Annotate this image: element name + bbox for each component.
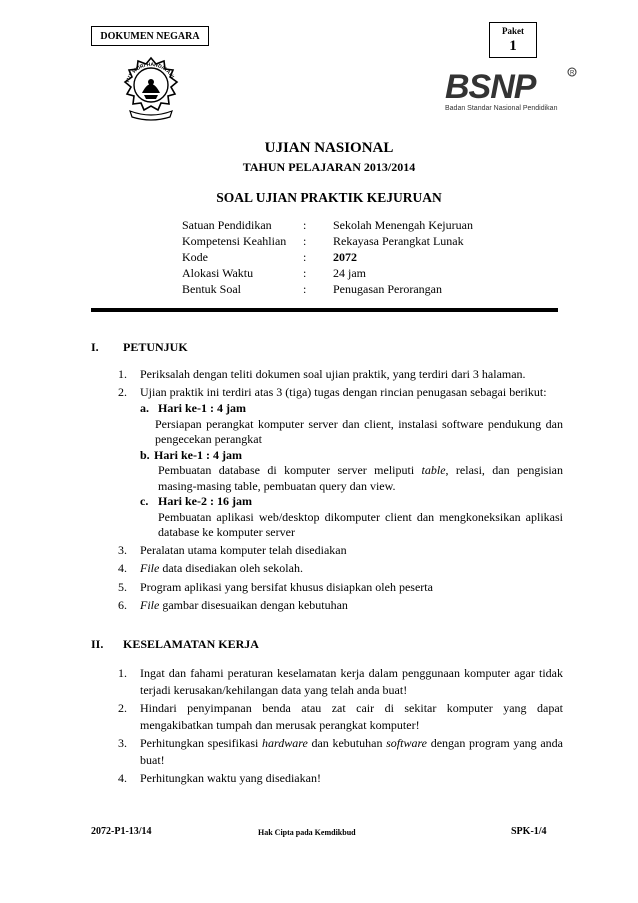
info-label: Kode bbox=[182, 250, 208, 264]
info-row bbox=[182, 249, 473, 265]
list-item: 4. Perhitungkan waktu yang disediakan! bbox=[118, 771, 321, 785]
petunjuk-list bbox=[118, 367, 563, 614]
paket-box bbox=[489, 22, 537, 58]
section-number: I. bbox=[91, 340, 99, 354]
info-sep: : bbox=[303, 218, 307, 232]
footer-page: SPK-1/4 bbox=[511, 826, 547, 837]
info-value: Sekolah Menengah Kejuruan bbox=[333, 218, 473, 232]
info-row bbox=[182, 281, 473, 297]
sub-item-a: a. Hari ke-1 : 4 jam Persiapan perangkat komputer server dan client, instalasi software pendukung dan pengecekan perangkat bbox=[140, 401, 563, 446]
info-label: Bentuk Soal bbox=[182, 282, 241, 296]
info-value: 24 jam bbox=[333, 266, 366, 280]
info-sep: : bbox=[303, 250, 307, 264]
dokumen-negara-label: DOKUMEN NEGARA bbox=[91, 26, 209, 46]
section-title: KESELAMATAN KERJA bbox=[123, 637, 259, 651]
footer-copyright: Hak Cipta pada Kemdikbud bbox=[258, 828, 356, 837]
info-label: Kompetensi Keahlian bbox=[182, 234, 287, 248]
info-label: Satuan Pendidikan bbox=[182, 218, 272, 232]
info-label: Alokasi Waktu bbox=[182, 266, 254, 280]
section-heading-petunjuk bbox=[91, 340, 391, 356]
keselamatan-list bbox=[118, 665, 563, 787]
info-row bbox=[182, 265, 473, 281]
paket-number: 1 bbox=[509, 38, 517, 54]
tut-wuri-handayani-logo bbox=[120, 55, 182, 123]
info-row bbox=[182, 233, 473, 249]
list-item: 1. Periksalah dengan teliti dokumen soal ujian praktik, yang terdiri dari 3 halaman. bbox=[118, 367, 526, 381]
section-number: II. bbox=[91, 637, 104, 651]
info-sep: : bbox=[303, 282, 307, 296]
info-row bbox=[182, 217, 473, 233]
exam-info-table bbox=[182, 217, 473, 297]
section-heading-keselamatan bbox=[91, 637, 391, 653]
section-title: PETUNJUK bbox=[123, 340, 188, 354]
sub-item-b: b. Hari ke-1 : 4 jam Pembuatan database di komputer server meliputi table, relasi, dan pengisian masing-masing table, pembuatan query dan view. bbox=[140, 447, 563, 493]
list-item: 3. Peralatan utama komputer telah disediakan bbox=[118, 542, 347, 557]
list-item: 2. Ujian praktik ini terdiri atas 3 (tiga) tugas dengan rincian penugasan sebagai berikut: a. Hari ke-1 : 4 jam Persiapan perangkat komputer server dan client, instalasi software pendukung dan pengecekan perangkat b. Hari ke-1 : 4 jam Pembuatan database di komputer server meliputi table, relasi, dan pengisian masing-masing table, pembuatan query dan view. c. Hari ke-2 : 16 jam Pembuatan aplikasi web/desktop dikomputer client dan mengkoneksikan aplikasi database ke komputer server bbox=[118, 384, 563, 539]
exam-subject: SOAL UJIAN PRAKTIK KEJURUAN bbox=[216, 190, 442, 205]
svg-text:R: R bbox=[570, 70, 575, 77]
svg-text:TUT WURI HANDAYANI: TUT WURI HANDAYANI bbox=[124, 61, 175, 84]
list-item: 1. Ingat dan fahami peraturan keselamatan kerja dalam penggunaan komputer agar tidak terjadi kerusakan/kehilangan data yang telah anda buat! bbox=[118, 666, 563, 697]
info-value: Rekayasa Perangkat Lunak bbox=[333, 234, 464, 248]
footer-code: 2072-P1-13/14 bbox=[91, 826, 152, 837]
paket-label: Paket bbox=[502, 26, 524, 36]
info-value: Penugasan Perorangan bbox=[333, 282, 442, 296]
svg-text:Badan Standar Nasional Pendidi: Badan Standar Nasional Pendidikan bbox=[445, 105, 558, 112]
academic-year: TAHUN PELAJARAN 2013/2014 bbox=[242, 160, 416, 174]
sub-item-c: c. Hari ke-2 : 16 jam Pembuatan aplikasi web/desktop dikomputer client dan mengkoneksikan aplikasi database ke komputer server bbox=[140, 494, 563, 539]
page-title: UJIAN NASIONAL bbox=[264, 140, 394, 156]
list-item: 5. Program aplikasi yang bersifat khusus disiapkan oleh peserta bbox=[118, 579, 433, 594]
info-sep: : bbox=[303, 266, 307, 280]
list-item: 2. Hindari penyimpanan benda atau zat cair di sekitar komputer yang dapat mengakibatkan tumpah dan merusak perangkat komputer! bbox=[118, 701, 563, 732]
bsnp-logo bbox=[443, 66, 579, 114]
list-item: 3. Perhitungkan spesifikasi hardware dan kebutuhan software dengan program yang anda buat! bbox=[118, 736, 563, 767]
info-sep: : bbox=[303, 234, 307, 248]
list-item: 6. File gambar disesuaikan dengan kebutuhan bbox=[118, 598, 348, 612]
list-item: 4. File data disediakan oleh sekolah. bbox=[118, 561, 303, 575]
svg-text:BSNP: BSNP bbox=[445, 68, 536, 106]
header-divider bbox=[91, 308, 558, 312]
info-value: 2072 bbox=[333, 250, 357, 264]
